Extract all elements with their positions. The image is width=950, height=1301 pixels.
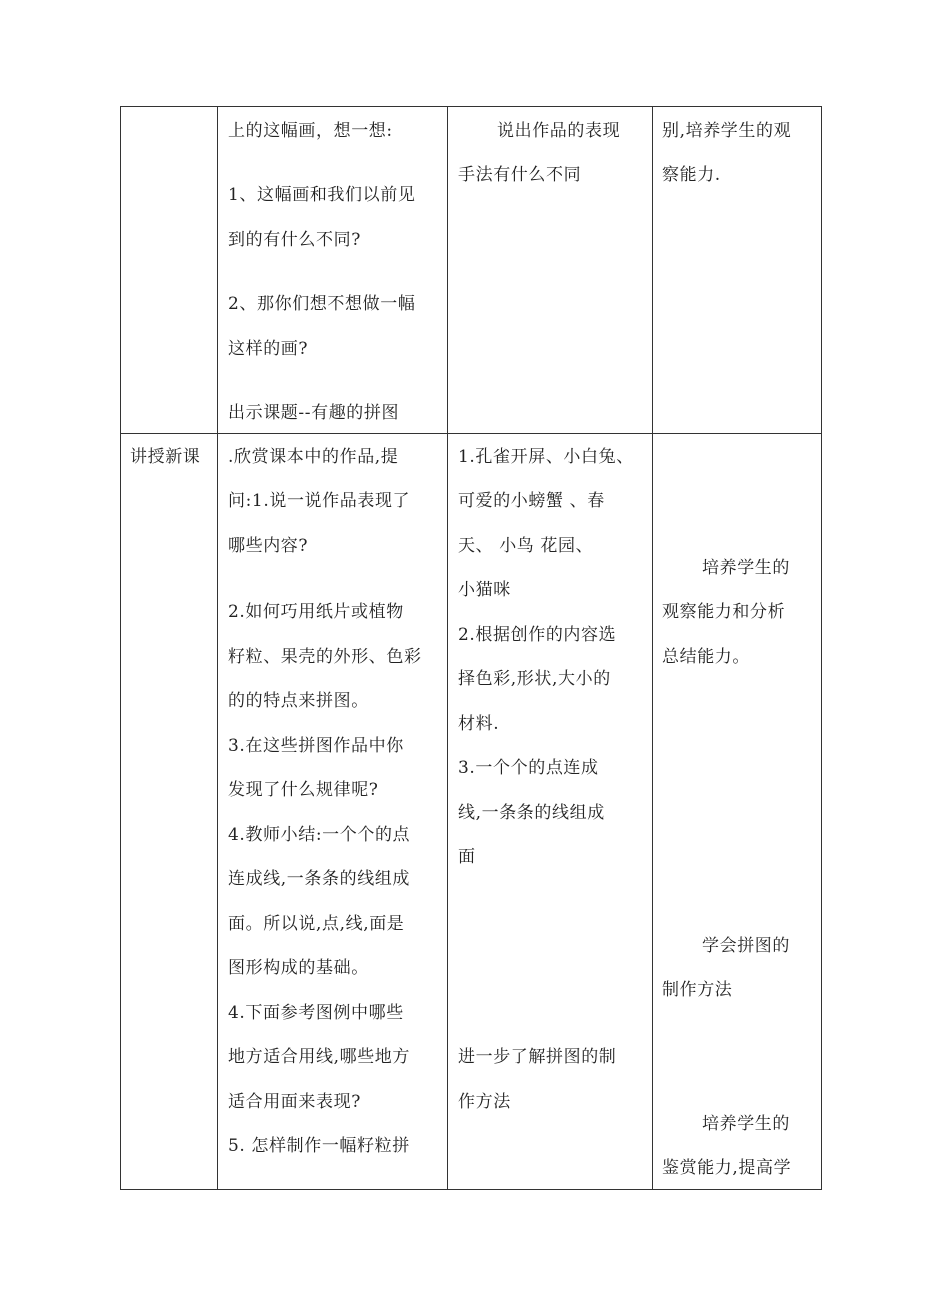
text-line: 2.如何巧用纸片或植物 — [228, 602, 404, 622]
text-line: 天、 小鸟 花园、 — [458, 536, 594, 556]
text-line: 2.根据创作的内容选 — [458, 625, 617, 645]
text-line: 1、这幅画和我们以前见 — [228, 185, 416, 205]
text-line: 培养学生的 — [702, 558, 790, 578]
student-activity-cell — [448, 434, 653, 1190]
text-line: 培养学生的 — [702, 1114, 790, 1134]
text-line: 1.孔雀开屏、小白兔、 — [458, 447, 634, 467]
section-cell — [121, 434, 218, 1190]
text-line: 可爱的小螃蟹 、春 — [458, 491, 605, 511]
text-line: 作方法 — [458, 1092, 511, 1112]
table-row — [121, 434, 822, 1190]
text-line: 进一步了解拼图的制 — [458, 1047, 617, 1067]
text-line: 发现了什么规律呢? — [228, 780, 379, 800]
text-line: 3.在这些拼图作品中你 — [228, 736, 404, 756]
table-row — [121, 107, 822, 434]
design-intent-cell — [653, 434, 822, 1190]
text-line: 地方适合用线,哪些地方 — [228, 1047, 411, 1067]
text-line: 面 — [458, 847, 476, 867]
text-line: 线,一条条的线组成 — [458, 803, 605, 823]
teacher-activity-cell — [218, 107, 448, 434]
text-line: 说出作品的表现 — [497, 121, 621, 141]
teacher-activity-cell — [218, 434, 448, 1190]
text-line: 制作方法 — [662, 980, 733, 1000]
text-line: 到的有什么不同? — [228, 230, 361, 250]
text-line: 面。所以说,点,线,面是 — [228, 914, 405, 934]
text-line: 4.教师小结:一个个的点 — [228, 825, 411, 845]
text-line: 手法有什么不同 — [458, 165, 582, 185]
lesson-plan-table — [120, 106, 822, 1190]
text-line: 3.一个个的点连成 — [458, 758, 599, 778]
design-intent-cell — [653, 107, 822, 434]
text-line: 出示课题--有趣的拼图 — [228, 403, 400, 423]
text-line: 5. 怎样制作一幅籽粒拼 — [228, 1136, 410, 1156]
text-line: 连成线,一条条的线组成 — [228, 869, 411, 889]
text-line: 材料. — [458, 714, 500, 734]
text-line: 适合用面来表现? — [228, 1092, 361, 1112]
text-line: 学会拼图的 — [702, 936, 790, 956]
text-line: 2、那你们想不想做一幅 — [228, 294, 416, 314]
text-line: 总结能力。 — [662, 647, 750, 667]
section-cell — [121, 107, 218, 434]
text-line: 别,培养学生的观 — [662, 121, 792, 141]
text-line: 择色彩,形状,大小的 — [458, 669, 611, 689]
text-line: 察能力. — [662, 165, 721, 185]
text-line: 上的这幅画，想一想: — [228, 121, 393, 141]
text-line: .欣赏课本中的作品,提 — [228, 447, 399, 467]
text-line: 的的特点来拼图。 — [228, 691, 369, 711]
student-activity-cell — [448, 107, 653, 434]
text-line: 问:1.说一说作品表现了 — [228, 491, 411, 511]
text-line: 4.下面参考图例中哪些 — [228, 1003, 404, 1023]
section-label: 讲授新课 — [130, 447, 201, 467]
text-line: 图形构成的基础。 — [228, 958, 369, 978]
text-line: 籽粒、果壳的外形、色彩 — [228, 647, 422, 667]
text-line: 鉴赏能力,提高学 — [662, 1158, 792, 1178]
text-line: 哪些内容? — [228, 536, 309, 556]
text-line: 这样的画? — [228, 339, 309, 359]
text-line: 观察能力和分析 — [662, 602, 786, 622]
text-line: 小猫咪 — [458, 580, 511, 600]
